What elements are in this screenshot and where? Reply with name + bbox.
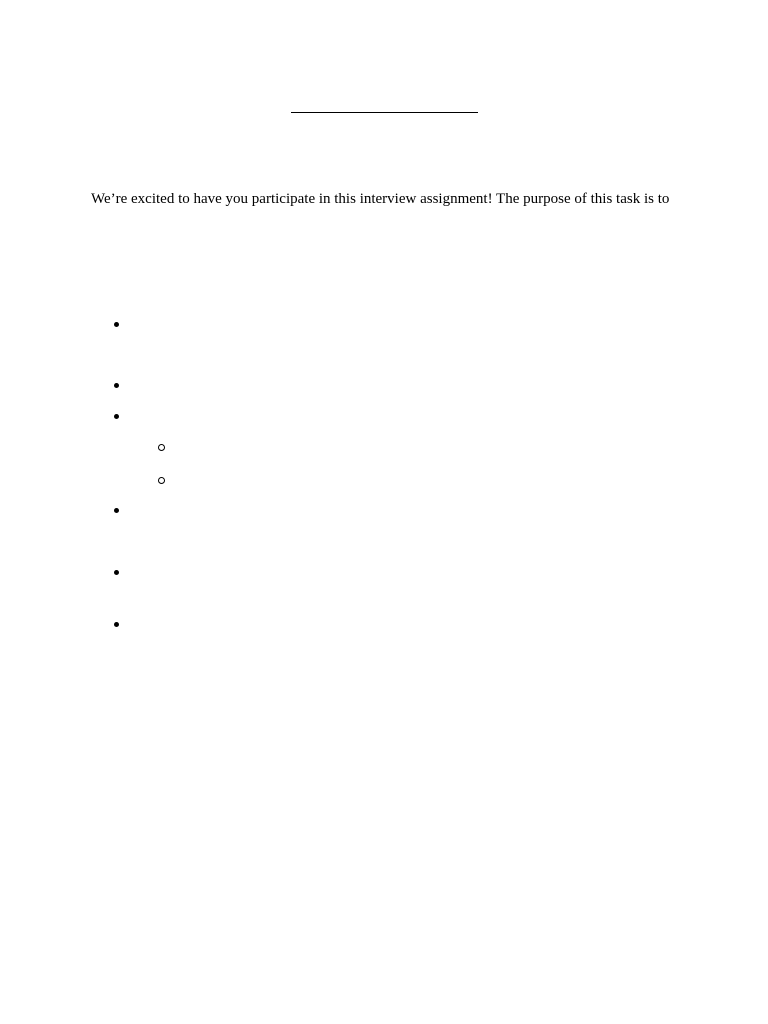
bullet-marker <box>114 622 119 627</box>
bullet-marker <box>114 414 119 419</box>
title-underline <box>291 112 478 113</box>
sub-bullet-marker <box>158 444 165 451</box>
sub-bullet-marker <box>158 477 165 484</box>
bullet-marker <box>114 383 119 388</box>
bullet-marker <box>114 322 119 327</box>
bullet-marker <box>114 570 119 575</box>
intro-paragraph: We’re excited to have you participate in this interview assignment! The purpose of this task is to <box>91 191 670 207</box>
bullet-marker <box>114 508 119 513</box>
